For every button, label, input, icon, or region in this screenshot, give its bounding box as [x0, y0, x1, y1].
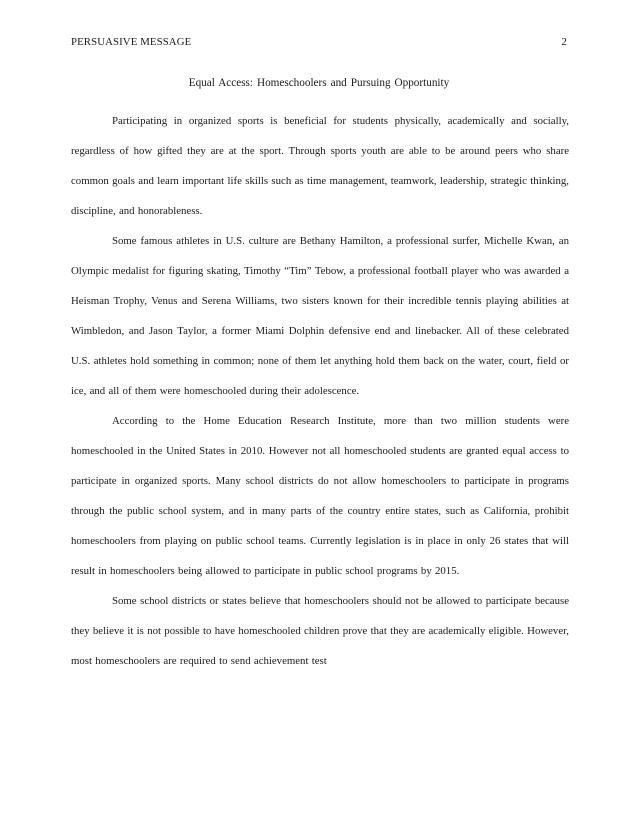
paragraph: According to the Home Education Research Institute, more than two million students were homeschooled in the United States in 2010. However not all homeschooled students are granted equal access to participate in organized sports. Many school districts do not allow homeschoolers to participate in programs through the public school system, and in many parts of the country entire states, such as California, prohibit homeschoolers from playing on public school teams. Currently legislation is in place in only 26 states that will result in homeschoolers being allowed to participate in public school programs by 2015.: [71, 415, 569, 577]
paragraph: Some school districts or states believe that homeschoolers should not be allowed to participate because they believe it is not possible to have homeschooled children prove that they are academically eligible. However, most homeschoolers are required to send achievement test: [71, 595, 569, 667]
running-head-title: PERSUASIVE MESSAGE: [71, 36, 192, 48]
paragraph: Some famous athletes in U.S. culture are Bethany Hamilton, a professional surfer, Michelle Kwan, an Olympic medalist for figuring skating, Timothy “Tim” Tebow, a professional football player who was awarded a Heisman Trophy, Venus and Serena Williams, two sisters known for their incredible tennis playing abilities at Wimbledon, and Jason Taylor, a former Miami Dolphin defensive end and linebacker. All of these celebrated U.S. athletes hold something in common; none of them let anything hold them back on the water, court, field or ice, and all of them were homeschooled during their adolescence.: [71, 235, 569, 397]
page-header: [71, 36, 567, 48]
paragraph: Participating in organized sports is beneficial for students physically, academically and socially, regardless of how gifted they are at the sport. Through sports youth are able to be around peers who share common goals and learn important life skills such as time management, teamwork, leadership, strategic thinking, discipline, and honorableness.: [71, 115, 569, 217]
body-text: [71, 106, 569, 676]
page-title: Equal Access: Homeschoolers and Pursuing Opportunity: [188, 77, 450, 89]
page-number: 2: [561, 36, 567, 48]
